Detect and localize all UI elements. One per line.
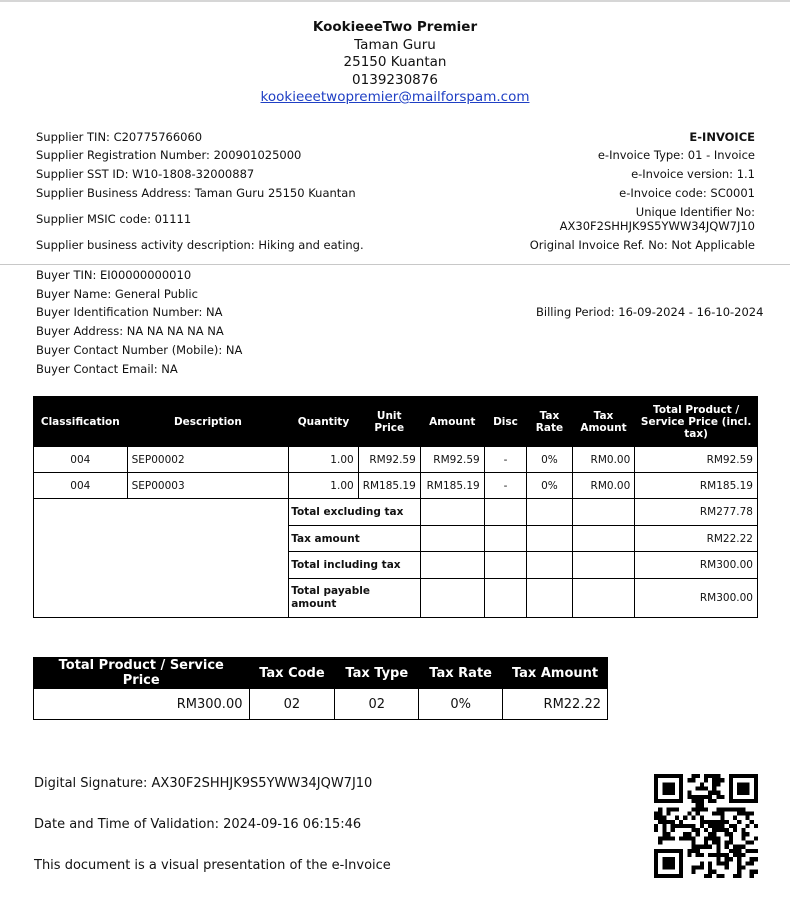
col-disc: Disc <box>484 397 527 447</box>
summary-tax-rate: 0% <box>419 689 503 720</box>
cell-disc: - <box>484 447 527 473</box>
cell-amount: RM92.59 <box>420 447 484 473</box>
cell-tax-amount: RM0.00 <box>572 473 635 499</box>
cell-classification: 004 <box>34 473 128 499</box>
supplier-activity: Supplier business activity description: Hiking and eating. <box>36 238 364 252</box>
company-address-line1: Taman Guru <box>354 36 436 53</box>
total-incl-label: Total including tax <box>289 552 421 579</box>
empty-cell <box>527 579 572 618</box>
table-row <box>34 473 758 499</box>
summary-col-tax-rate: Tax Rate <box>419 658 503 689</box>
buyer-name: Buyer Name: General Public <box>36 287 198 301</box>
empty-cell <box>420 579 484 618</box>
col-tax-amount: Tax Amount <box>572 397 635 447</box>
tax-amount-label: Tax amount <box>289 526 421 552</box>
items-header-row <box>34 397 758 447</box>
cell-quantity: 1.00 <box>289 447 358 473</box>
table-row <box>34 447 758 473</box>
empty-cell <box>527 526 572 552</box>
empty-cell <box>527 499 572 526</box>
cell-description: SEP00003 <box>127 473 289 499</box>
einvoice-code: e-Invoice code: SC0001 <box>619 186 755 200</box>
totals-row-excl <box>34 499 758 526</box>
empty-cell <box>484 499 527 526</box>
summary-col-tax-amount: Tax Amount <box>503 658 608 689</box>
items-table <box>33 396 758 618</box>
cell-total: RM185.19 <box>635 473 758 499</box>
buyer-contact: Buyer Contact Number (Mobile): NA <box>36 343 243 357</box>
tax-summary-table <box>33 657 608 720</box>
buyer-address: Buyer Address: NA NA NA NA NA <box>36 324 224 338</box>
original-invoice-ref: Original Invoice Ref. No: Not Applicable <box>529 238 755 252</box>
buyer-id: Buyer Identification Number: NA <box>36 305 223 319</box>
supplier-tin: Supplier TIN: C20775766060 <box>36 130 203 144</box>
cell-total: RM92.59 <box>635 447 758 473</box>
cell-tax-amount: RM0.00 <box>572 447 635 473</box>
cell-tax-rate: 0% <box>527 473 572 499</box>
col-total: Total Product / Service Price (incl. tax) <box>635 397 758 447</box>
total-excl-value: RM277.78 <box>635 499 758 526</box>
company-name: KookieeeTwo Premier <box>312 19 478 35</box>
company-phone: 0139230876 <box>352 71 438 88</box>
unique-id-label: Unique Identifier No: <box>635 205 755 219</box>
col-amount: Amount <box>420 397 484 447</box>
digital-signature: Digital Signature: AX30F2SHHJK9S5YWW34JQW7J10 <box>34 776 373 791</box>
cell-description: SEP00002 <box>127 447 289 473</box>
company-email-link[interactable]: kookieeetwopremier@mailforspam.com <box>260 89 530 105</box>
cell-amount: RM185.19 <box>420 473 484 499</box>
col-unit-price: Unit Price <box>358 397 420 447</box>
summary-col-tax-type: Tax Type <box>335 658 419 689</box>
cell-tax-rate: 0% <box>527 447 572 473</box>
col-tax-rate: Tax Rate <box>527 397 572 447</box>
section-divider <box>0 264 790 265</box>
summary-col-tax-code: Tax Code <box>249 658 335 689</box>
empty-cell <box>420 499 484 526</box>
summary-header-row <box>34 658 608 689</box>
supplier-registration: Supplier Registration Number: 200901025000 <box>36 148 302 162</box>
total-payable-label: Total payable amount <box>289 579 421 618</box>
empty-cell <box>484 579 527 618</box>
empty-cell <box>420 526 484 552</box>
col-classification: Classification <box>34 397 128 447</box>
cell-unit-price: RM185.19 <box>358 473 420 499</box>
cell-disc: - <box>484 473 527 499</box>
cell-unit-price: RM92.59 <box>358 447 420 473</box>
empty-cell <box>572 499 635 526</box>
totals-blank-cell <box>34 499 289 618</box>
col-quantity: Quantity <box>289 397 358 447</box>
table-row <box>34 689 608 720</box>
cell-quantity: 1.00 <box>289 473 358 499</box>
empty-cell <box>572 552 635 579</box>
total-excl-label: Total excluding tax <box>289 499 421 526</box>
summary-total: RM300.00 <box>34 689 250 720</box>
summary-tax-type: 02 <box>335 689 419 720</box>
top-border <box>0 0 790 2</box>
document-note: This document is a visual presentation of the e-Invoice <box>34 858 391 873</box>
empty-cell <box>572 579 635 618</box>
unique-id-value: AX30F2SHHJK9S5YWW34JQW7J10 <box>559 219 755 233</box>
col-description: Description <box>127 397 289 447</box>
supplier-address: Supplier Business Address: Taman Guru 25150 Kuantan <box>36 186 356 200</box>
einvoice-type: e-Invoice Type: 01 - Invoice <box>597 148 755 162</box>
validation-datetime: Date and Time of Validation: 2024-09-16 06:15:46 <box>34 817 362 832</box>
empty-cell <box>484 526 527 552</box>
einvoice-version: e-Invoice version: 1.1 <box>631 167 755 181</box>
summary-tax-code: 02 <box>249 689 335 720</box>
billing-period: Billing Period: 16-09-2024 - 16-10-2024 <box>536 305 764 319</box>
empty-cell <box>484 552 527 579</box>
tax-amount-value: RM22.22 <box>635 526 758 552</box>
einvoice-title: E-INVOICE <box>689 130 755 144</box>
total-payable-value: RM300.00 <box>635 579 758 618</box>
buyer-tin: Buyer TIN: EI00000000010 <box>36 268 192 282</box>
cell-classification: 004 <box>34 447 128 473</box>
qr-code-icon <box>654 774 758 878</box>
company-address-line2: 25150 Kuantan <box>343 54 447 70</box>
summary-col-total: Total Product / Service Price <box>34 658 250 689</box>
empty-cell <box>420 552 484 579</box>
company-header <box>0 19 790 107</box>
supplier-sst: Supplier SST ID: W10-1808-32000887 <box>36 167 255 181</box>
empty-cell <box>527 552 572 579</box>
supplier-msic: Supplier MSIC code: 01111 <box>36 212 192 226</box>
total-incl-value: RM300.00 <box>635 552 758 579</box>
empty-cell <box>572 526 635 552</box>
buyer-email: Buyer Contact Email: NA <box>36 362 178 376</box>
summary-tax-amount: RM22.22 <box>503 689 608 720</box>
